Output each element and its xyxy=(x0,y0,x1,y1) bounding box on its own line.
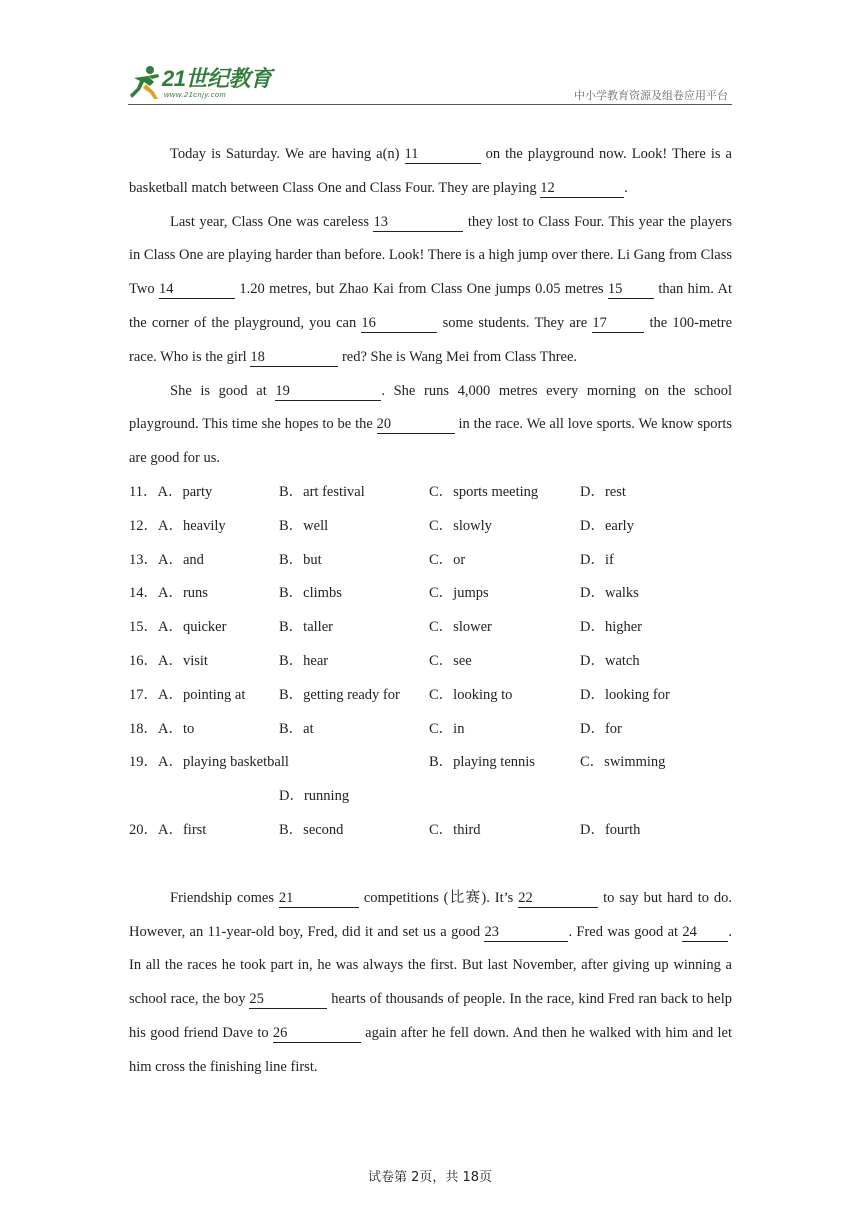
question-row: D．running xyxy=(279,788,350,805)
passage1-paragraph3: She is good at 19 . She runs 4,000 metres every morning on the school playground. This time she hopes to be the 20 in the race. We all love sports. We know sports are good for us. xyxy=(129,382,732,467)
site-logo xyxy=(128,64,278,100)
blank-14: 14 xyxy=(159,280,235,299)
blank-12: 12 xyxy=(540,179,624,198)
blank-23: 23 xyxy=(484,923,568,942)
question-row: 12．A．heavily B．well C．slowly D．early xyxy=(129,517,634,534)
blank-19: 19 xyxy=(275,382,381,401)
blank-24: 24 xyxy=(682,923,728,942)
passage1-paragraph2: Last year, Class One was careless 13 they lost to Class Four. This year the players in Class One are playing harder than before. Look! There is a high jump over there. Li Gang from Class Two 14 1.20 metres, but Zhao Kai from Class One jumps 0.05 metres 15 than him. At the corner of the playground, you can 16 some students. They are 17 the 100-metre race. Who is the girl 18 red? She is Wang Mei from Class Three. xyxy=(129,213,733,365)
logo-url: www.21cnjy.com xyxy=(164,90,227,99)
site-tagline: 中小学教育资源及组卷应用平台 xyxy=(574,89,728,102)
passage2-paragraph: Friendship comes 21 competitions (比赛). It’s 22 to say but hard to do. However, an 11-year-old boy, Fred, did it and set us a good 23 . Fred was good at 24 . In all the races he took part in, he was always the first. But last November, after giving up winning a school race, the boy 25 hearts of thousands of people. In the race, kind Fred ran back to help his good friend Dave to 26 again after he fell down. And then he walked with him and let him cross the finishing line first. xyxy=(129,889,733,1075)
blank-17: 17 xyxy=(592,314,644,333)
question-row: 15．A．quicker B．taller C．slower D．higher xyxy=(129,619,643,636)
page-footer: 试卷第 2页，共 18页 xyxy=(367,1170,493,1185)
question-row: 18．A．to B．at C．in D．for xyxy=(129,720,622,737)
question-row: 17．A．pointing at B．getting ready for C．looking to D．looking for xyxy=(129,686,670,703)
blank-18: 18 xyxy=(250,348,338,367)
page-header xyxy=(128,60,732,105)
question-row: 20．A．first B．second C．third D．fourth xyxy=(129,821,641,838)
blank-11: 11 xyxy=(405,145,481,164)
passage1-paragraph1: Today is Saturday. We are having a(n) 11 on the playground now. Look! There is a basketball match between Class One and Class Four. They are playing 12 . xyxy=(129,146,732,196)
blank-25: 25 xyxy=(249,990,327,1009)
question-row: 16．A．visit B．hear C．see D．watch xyxy=(129,652,640,669)
blank-22: 22 xyxy=(518,889,598,908)
blank-16: 16 xyxy=(361,314,437,333)
runner-logo-icon xyxy=(128,64,162,100)
question-row: 11．A．party B．art festival C．sports meeting D．rest xyxy=(129,483,626,500)
question-options xyxy=(129,476,732,848)
question-row: 13．A．and B．but C．or D．if xyxy=(129,551,614,568)
logo-wordmark: 21世纪教育 xyxy=(162,66,272,91)
exam-content xyxy=(129,138,732,1085)
blank-15: 15 xyxy=(608,280,654,299)
blank-20: 20 xyxy=(377,415,455,434)
question-row: 19．A．playing basketball B．playing tennis C．swimming xyxy=(129,754,666,771)
blank-13: 13 xyxy=(373,213,463,232)
blank-26: 26 xyxy=(273,1024,361,1043)
question-row: 14．A．runs B．climbs C．jumps D．walks xyxy=(129,585,639,602)
blank-21: 21 xyxy=(279,889,359,908)
